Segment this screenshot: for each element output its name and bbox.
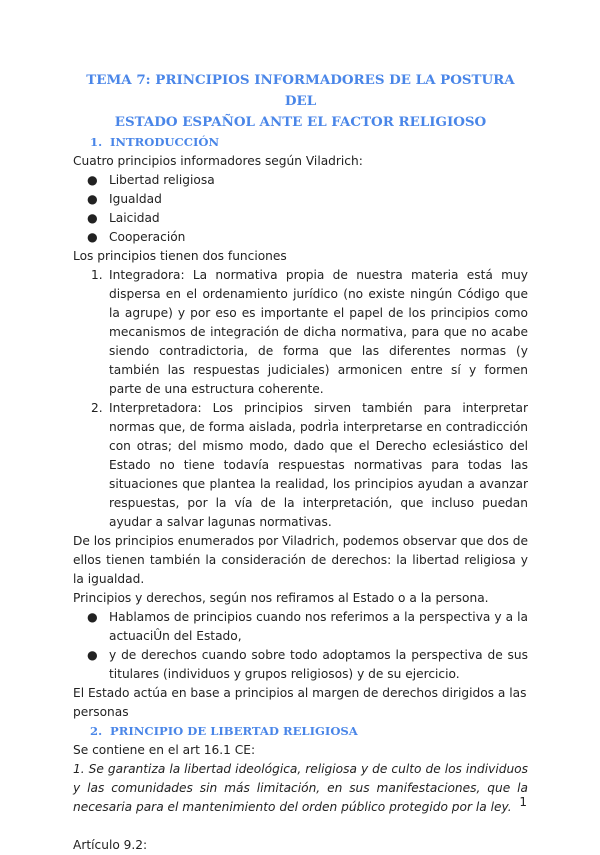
section-title: INTRODUCCIÓN (110, 135, 220, 149)
page-number: 1 (519, 795, 527, 809)
list-item-text: Cooperación (109, 230, 186, 244)
list-item (73, 646, 528, 684)
title-line-2: ESTADO ESPAÑOL ANTE EL FACTOR RELIGIOSO (114, 114, 487, 130)
functions-intro: Los principios tienen dos funciones (73, 249, 287, 263)
list-item-text: Laicidad (109, 211, 160, 225)
rights-paragraph: De los principios enumerados por Viladrich, podemos observar que dos de ellos tienen también la consideración de derechos: la libertad religiosa y la igualdad. (73, 534, 528, 586)
list-item (73, 171, 528, 190)
list-number: 1. (91, 268, 103, 282)
section-number: 2. (90, 724, 103, 738)
list-item (73, 209, 528, 228)
bullet-icon: ● (87, 211, 98, 225)
list-item (73, 266, 528, 399)
perspectives-list (73, 608, 528, 684)
article-quote: 1. Se garantiza la libertad ideológica, religiosa y de culto de los individuos y las comunidades sin más limitación, en sus manifestaciones, que la necesaria para el mantenimiento del orden público protegido por la ley. (73, 762, 528, 814)
list-item-text: Interpretadora: Los principios sirven también para interpretar normas que, de forma aislada, podrÌa interpretarse en contradicción con otras; del mismo modo, dado que el Derecho eclesiástico del Estado no tiene todavía respuestas normativas para todas las situaciones que plantea la realidad, los principios ayudan a avanzar respuestas, por la vía de la interpretación, que incluso puedan ayudar a salvar lagunas normativas. (109, 401, 528, 529)
bullet-icon: ● (87, 610, 98, 624)
article-9-2-label: Artículo 9.2: (73, 838, 148, 852)
list-item-text: Libertad religiosa (109, 173, 215, 187)
title-line-1: TEMA 7: PRINCIPIOS INFORMADORES DE LA POSTURA DEL (86, 72, 515, 109)
list-item-text: Hablamos de principios cuando nos referimos a la perspectiva y a la actuaciÛn del Estado, (109, 610, 528, 643)
state-paragraph: El Estado actúa en base a principios al margen de derechos dirigidos a las personas (73, 686, 527, 719)
bullet-icon: ● (87, 648, 98, 662)
principles-list (73, 171, 528, 247)
list-item (73, 399, 528, 532)
list-item-text: y de derechos cuando sobre todo adoptamos la perspectiva de sus titulares (individuos y grupos religiosos) y de su ejercicio. (109, 648, 528, 681)
functions-list (73, 266, 528, 532)
bullet-icon: ● (87, 230, 98, 244)
intro-paragraph: Cuatro principios informadores según Viladrich: (73, 154, 363, 168)
list-item-text: Igualdad (109, 192, 162, 206)
article-intro: Se contiene en el art 16.1 CE: (73, 743, 256, 757)
list-item (73, 190, 528, 209)
document-title (73, 70, 528, 133)
blank-line (73, 817, 528, 836)
section-heading-libertad-religiosa (90, 722, 528, 741)
principles-rights-paragraph: Principios y derechos, según nos refiramos al Estado o a la persona. (73, 591, 489, 605)
list-number: 2. (91, 401, 103, 415)
section-heading-introduccion (90, 133, 528, 152)
list-item-text: Integradora: La normativa propia de nuestra materia está muy dispersa en el ordenamiento jurídico (no existe ningún Código que la agrupe) y por eso es importante el papel de los principios como mecanismos de integración de dicha normativa, para que no acabe siendo contradictoria, de forma que las diferentes normas (y también las respuestas judiciales) armonicen entre sí y formen parte de una estructura coherente. (109, 268, 528, 396)
page-content (73, 70, 528, 855)
bullet-icon: ● (87, 173, 98, 187)
section-title: PRINCIPIO DE LIBERTAD RELIGIOSA (110, 724, 358, 738)
list-item (73, 228, 528, 247)
list-item (73, 608, 528, 646)
bullet-icon: ● (87, 192, 98, 206)
section-number: 1. (90, 135, 103, 149)
